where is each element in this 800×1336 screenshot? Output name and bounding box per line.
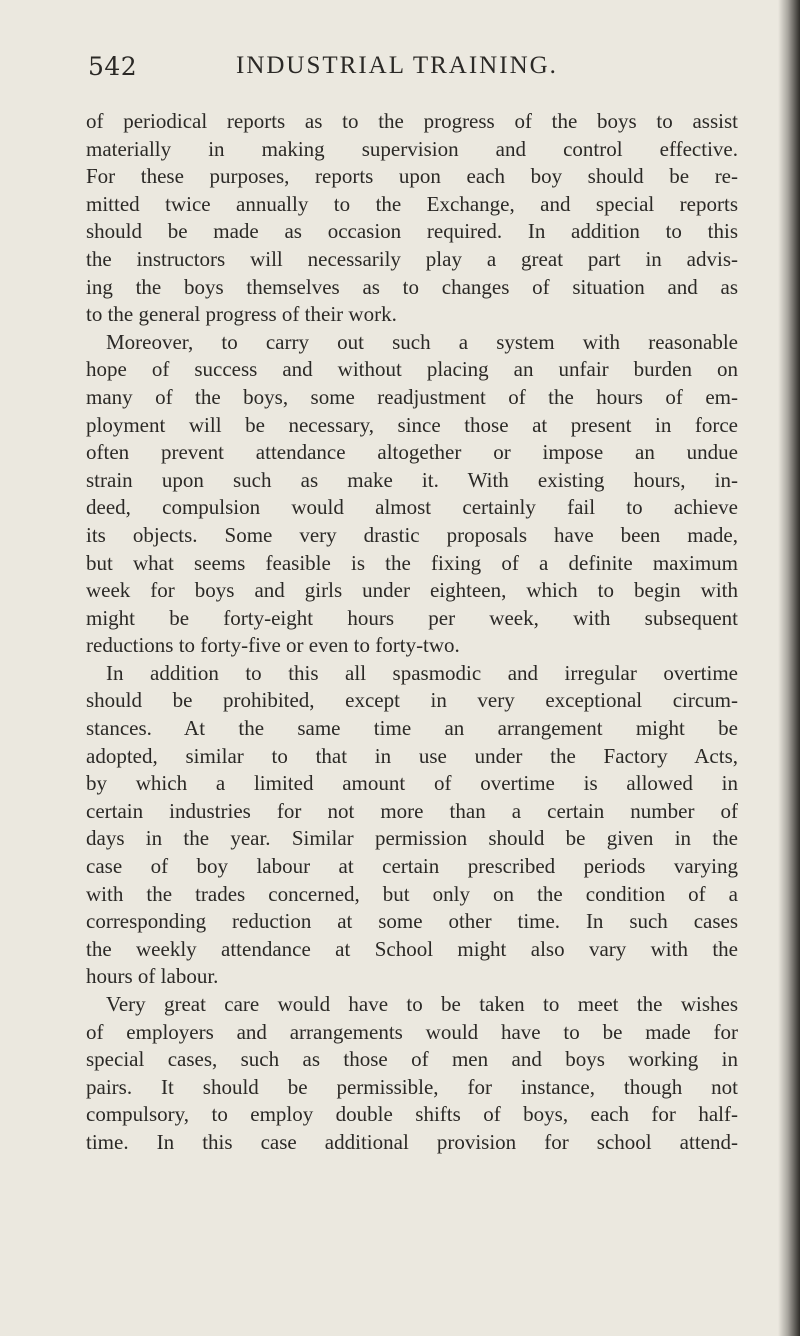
text-line: to the general progress of their work. [86,302,397,327]
text-line: case of boy labour at certain prescribed periods varying [86,854,738,879]
body-text [86,108,738,1157]
text-line: certain industries for not more than a certain number of [86,798,738,823]
text-line: ployment will be necessary, since those at present in force [86,412,738,437]
text-line: mitted twice annually to the Exchange, and special reports [86,191,738,216]
text-line: days in the year. Similar permission should be given in the [86,826,738,851]
text-line: special cases, such as those of men and boys working in [86,1047,738,1072]
running-head [88,52,748,96]
text-line: the instructors will necessarily play a great part in advis- [86,246,738,271]
chapter-title: INDUSTRIAL TRAINING. [236,52,558,79]
text-line: many of the boys, some readjustment of the hours of em- [86,384,738,409]
text-line: reductions to forty-five or even to forty-two. [86,633,460,658]
text-line: of periodical reports as to the progress of the boys to assist [86,109,738,133]
text-line: deed, compulsion would almost certainly fail to achieve [86,495,738,520]
text-line: pairs. It should be permissible, for instance, though not [86,1074,738,1099]
text-line: materially in making supervision and control effective. [86,136,738,161]
text-line: the weekly attendance at School might also vary with the [86,936,738,961]
text-line: often prevent attendance altogether or impose an undue [86,440,738,465]
paragraph-start-line: Moreover, to carry out such a system with reasonable [106,329,738,354]
text-line: strain upon such as make it. With existing hours, in- [86,467,738,492]
text-line: might be forty-eight hours per week, with subsequent [86,605,738,630]
book-spine-shadow [778,0,800,1336]
paragraph-start-line: Very great care would have to be taken to meet the wishes [106,992,738,1016]
text-line: compulsory, to employ double shifts of boys, each for half- [86,1102,738,1127]
text-line: corresponding reduction at some other time. In such cases [86,909,738,934]
text-line: adopted, similar to that in use under the Factory Acts, [86,743,738,768]
text-line: week for boys and girls under eighteen, which to begin with [86,578,738,603]
text-line: of employers and arrangements would have to be made for [86,1019,738,1044]
text-line: should be made as occasion required. In addition to this [86,219,738,244]
text-line: time. In this case additional provision for school attend- [86,1129,738,1154]
paragraph-start-line: In addition to this all spasmodic and irregular overtime [106,660,738,685]
text-line: For these purposes, reports upon each boy should be re- [86,164,738,189]
text-line: hope of success and without placing an unfair burden on [86,357,738,382]
text-line: its objects. Some very drastic proposals have been made, [86,522,738,547]
text-line: with the trades concerned, but only on the condition of a [86,881,738,906]
page-number: 542 [88,52,138,81]
text-line: but what seems feasible is the fixing of a definite maximum [86,550,738,575]
text-line: should be prohibited, except in very exceptional circum- [86,688,738,713]
text-line: ing the boys themselves as to changes of situation and as [86,274,738,299]
text-line: hours of labour. [86,964,219,989]
text-line: by which a limited amount of overtime is allowed in [86,771,738,796]
text-line: stances. At the same time an arrangement might be [86,716,738,741]
